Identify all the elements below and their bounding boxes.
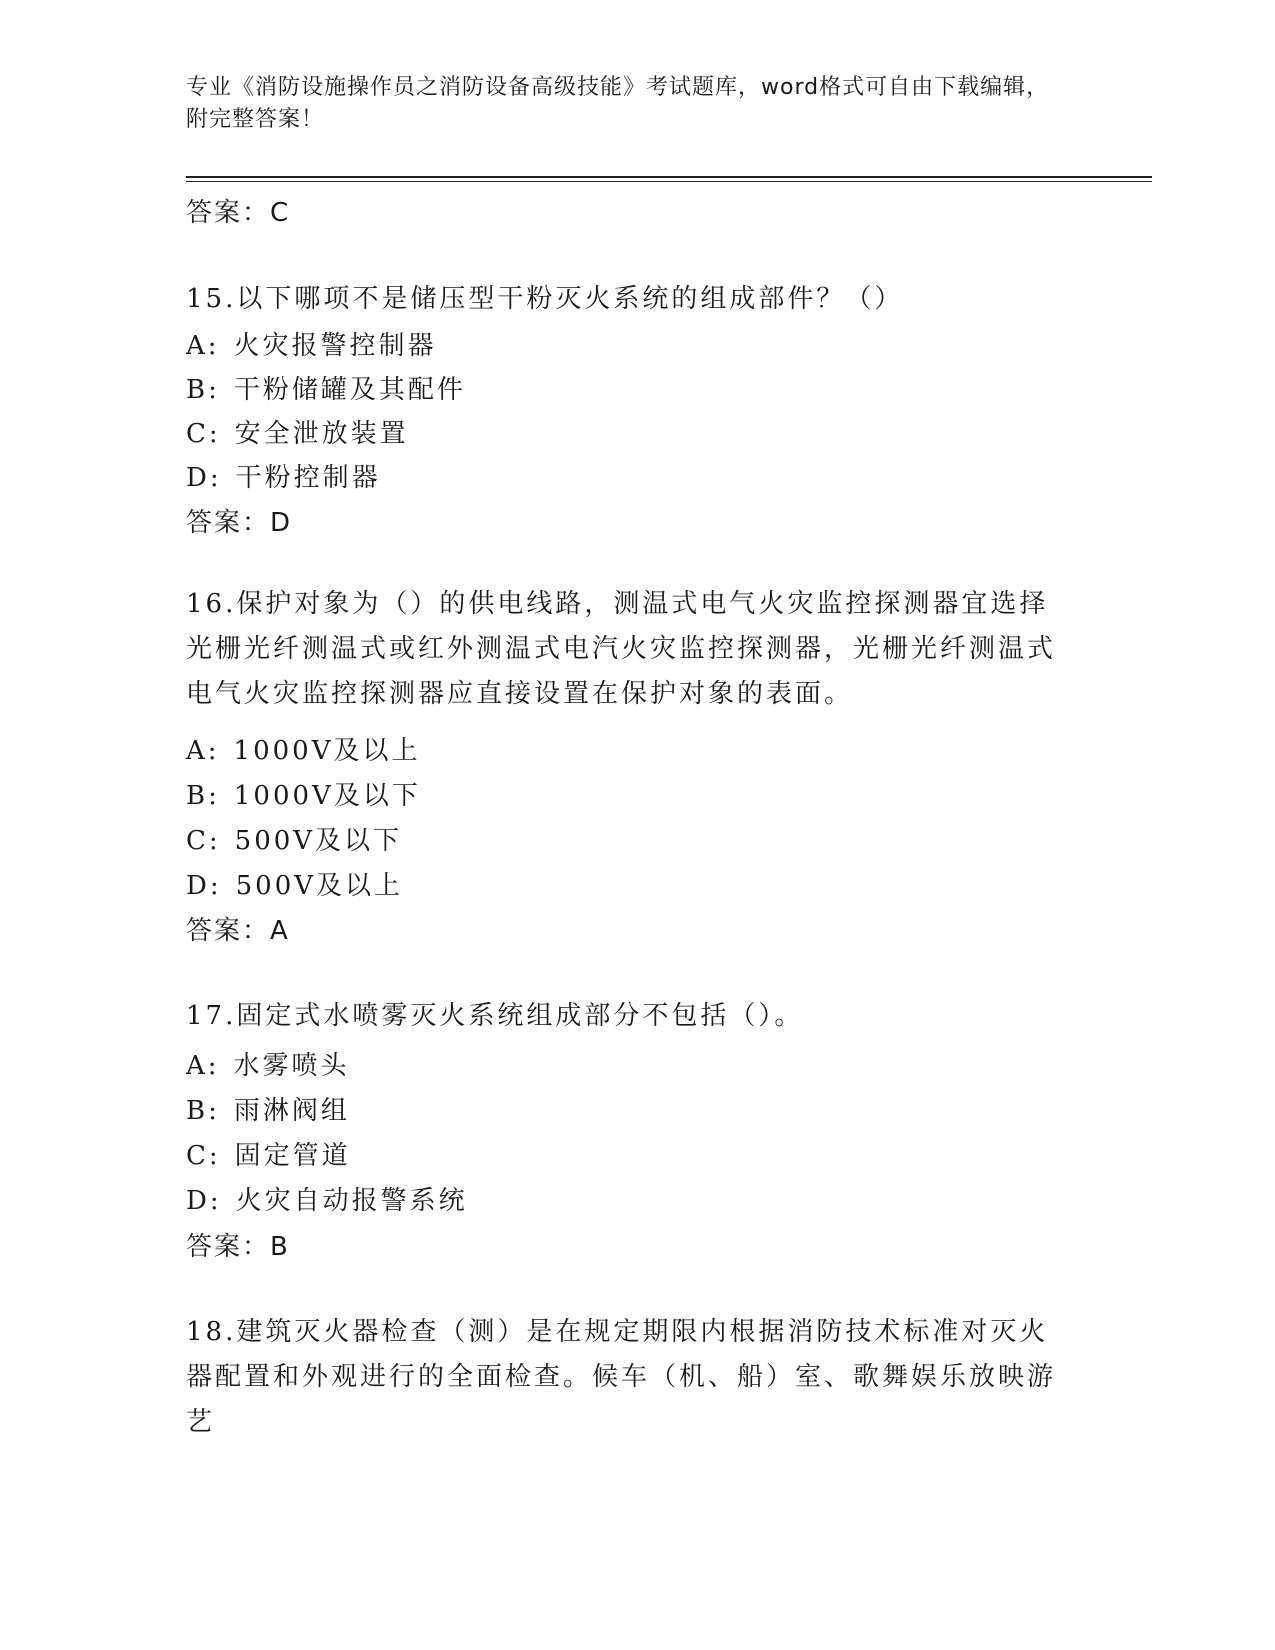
- option-label: D:: [186, 871, 222, 901]
- question-16-stem: 16.保护对象为（）的供电线路，测温式电气火灾监控探测器宜选择光栅光纤测温式或红外测温式电汽火灾监控探测器，光栅光纤测温式电气火灾监控探测器应直接设置在保护对象的表面。: [186, 589, 1057, 709]
- option-text: 火灾自动报警系统: [235, 1186, 468, 1216]
- question-17-option-d: [186, 1180, 468, 1217]
- question-17-stem: 17.固定式水喷雾灭火系统组成部分不包括（）。: [186, 1001, 804, 1031]
- option-label: A:: [186, 1051, 220, 1081]
- question-15-stem: 15.以下哪项不是储压型干粉灭火系统的组成部件？（）: [186, 284, 904, 314]
- option-text: 500V及以上: [235, 871, 404, 901]
- document-header: 专业《消防设施操作员之消防设备高级技能》考试题库，word格式可自由下载编辑，附完整答案！: [186, 75, 1050, 132]
- option-label: A:: [186, 736, 220, 766]
- option-label: C:: [186, 419, 221, 449]
- option-text: 水雾喷头: [233, 1051, 350, 1081]
- option-text: 500V及以下: [234, 826, 403, 856]
- question-15-option-a: [186, 325, 437, 362]
- answer-14: 答案：C: [186, 198, 291, 228]
- question-15-option-c: [186, 413, 409, 450]
- question-16-option-b: [186, 775, 421, 812]
- option-label: B:: [186, 781, 220, 811]
- option-text: 1000V及以上: [233, 736, 421, 766]
- question-18-stem: 18.建筑灭火器检查（测）是在规定期限内根据消防技术标准对灭火器配置和外观进行的全面检查。候车（机、船）室、歌舞娱乐放映游艺: [186, 1317, 1057, 1437]
- question-15-option-b: [186, 369, 466, 406]
- option-label: D:: [186, 1186, 222, 1216]
- question-17-option-b: [186, 1090, 350, 1127]
- option-label: B:: [186, 375, 220, 405]
- option-text: 干粉控制器: [235, 463, 381, 493]
- option-text: 1000V及以下: [233, 781, 421, 811]
- option-label: C:: [186, 826, 221, 856]
- question-16-option-c: [186, 820, 402, 857]
- question-16-option-d: [186, 865, 403, 902]
- header-rule-thin: [186, 181, 1152, 182]
- option-text: 火灾报警控制器: [233, 331, 437, 361]
- option-text: 固定管道: [234, 1141, 351, 1171]
- option-label: C:: [186, 1141, 221, 1171]
- header-rule-thick: [186, 176, 1152, 178]
- answer-16: 答案：A: [186, 916, 290, 946]
- answer-17: 答案：B: [186, 1232, 290, 1262]
- option-text: 干粉储罐及其配件: [233, 375, 466, 405]
- question-17-option-a: [186, 1045, 350, 1082]
- option-text: 雨淋阀组: [233, 1096, 350, 1126]
- option-label: B:: [186, 1096, 220, 1126]
- question-15-option-d: [186, 457, 381, 494]
- option-label: D:: [186, 463, 222, 493]
- option-text: 安全泄放装置: [234, 419, 409, 449]
- question-17-option-c: [186, 1135, 351, 1172]
- question-16-option-a: [186, 730, 421, 767]
- answer-15: 答案：D: [186, 508, 293, 538]
- option-label: A:: [186, 331, 220, 361]
